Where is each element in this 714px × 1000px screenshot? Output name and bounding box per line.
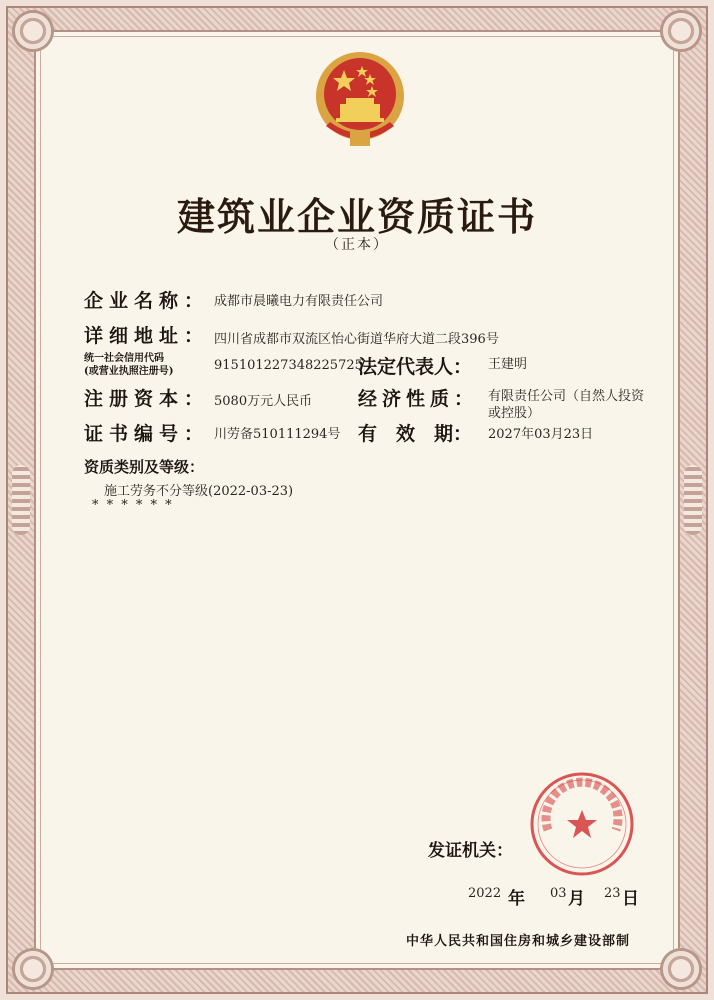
validity-label: 有 效 期：	[358, 423, 473, 445]
corner-ornament	[10, 946, 56, 992]
address-label: 详细地址：	[84, 325, 210, 347]
validity-value: 2027年03月23日	[488, 427, 594, 442]
cert-number-label: 证书编号：	[84, 423, 210, 445]
credit-code-sublabel: (或营业执照注册号)	[84, 366, 174, 377]
side-ornament	[12, 465, 30, 535]
national-emblem-icon	[312, 48, 408, 152]
month-unit: 月	[568, 889, 585, 909]
certificate-title: 建筑业企业资质证书	[176, 194, 537, 239]
legal-rep-label: 法定代表人：	[358, 356, 473, 378]
corner-ornament	[658, 946, 704, 992]
cert-number-value: 川劳备510111294号	[214, 427, 341, 442]
econ-nature-value: 有限责任公司（自然人投资	[488, 389, 645, 404]
issue-day: 23	[604, 886, 621, 901]
issuing-ministry: 中华人民共和国住房和城乡建设部制	[406, 934, 631, 949]
qualification-value: 施工劳务不分等级(2022-03-23)	[104, 484, 294, 499]
company-name-value: 成都市晨曦电力有限责任公司	[214, 294, 384, 309]
address-value: 四川省成都市双流区怡心街道华府大道二段396号	[214, 332, 499, 347]
corner-ornament	[10, 8, 56, 54]
issuing-authority-label: 发证机关：	[428, 841, 513, 861]
company-name-label: 企业名称：	[84, 290, 210, 312]
year-unit: 年	[508, 889, 525, 909]
corner-ornament	[658, 8, 704, 54]
credit-code-label: 统一社会信用代码	[84, 353, 164, 364]
qualification-label: 资质类别及等级：	[84, 458, 205, 476]
day-unit: 日	[622, 889, 639, 909]
econ-nature-value-cont: 或控股）	[488, 406, 541, 421]
capital-label: 注册资本：	[84, 388, 210, 410]
legal-rep-value: 王建明	[488, 357, 528, 372]
side-ornament	[684, 465, 702, 535]
capital-value: 5080万元人民币	[214, 394, 313, 409]
certificate-subtitle: （正本）	[325, 237, 389, 253]
issue-year: 2022	[468, 886, 502, 901]
credit-code-value: 91510122734822572​5	[214, 358, 363, 373]
econ-nature-label: 经济性质：	[358, 388, 479, 410]
official-seal-icon	[528, 770, 636, 878]
issue-month: 03	[550, 886, 567, 901]
qualification-end-marker: * * * * * *	[92, 498, 174, 513]
